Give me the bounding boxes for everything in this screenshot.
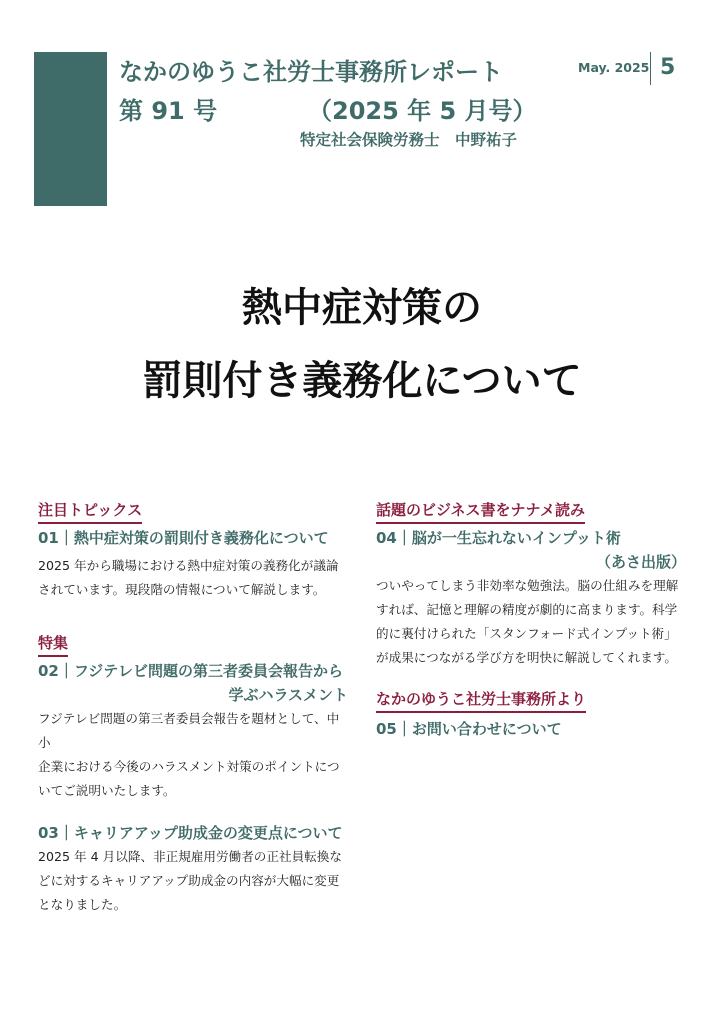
issue-month: May. 2025: [578, 60, 650, 75]
header-divider: [650, 52, 651, 85]
section-heading: なかのゆうこ社労士事務所より: [376, 688, 586, 713]
desc-line: が成果につながる学び方を明快に解説してくれます。: [376, 650, 677, 665]
header-color-block: [34, 52, 107, 206]
article-publisher: （あさ出版）: [595, 553, 686, 571]
section-office: [376, 688, 686, 741]
article-desc-01: [38, 554, 358, 602]
desc-line: となりました。: [38, 897, 127, 912]
section-feature: [38, 632, 348, 803]
desc-line: すれば、記憶と理解の精度が劇的に高まります。科学: [376, 602, 678, 617]
article-title-03[interactable]: 03｜キャリアアップ助成金の変更点について: [38, 824, 343, 842]
section-subsidy: [38, 821, 358, 917]
article-title-02[interactable]: 02｜フジテレビ問題の第三者委員会報告から: [38, 662, 343, 680]
author-name: 特定社会保険労務士 中野祐子: [300, 131, 518, 149]
article-desc-03: [38, 845, 358, 917]
report-title: なかのゆうこ社労士事務所レポート: [119, 58, 503, 86]
desc-line: ついやってしまう非効率な勉強法。脳の仕組みを理解: [376, 578, 679, 593]
article-title-04[interactable]: 04｜脳が一生忘れないインプット術: [376, 529, 621, 547]
issue-date: （2025 年 5 月号）: [308, 97, 537, 125]
desc-line: されています。現段階の情報について解説します。: [38, 582, 326, 597]
article-title-01[interactable]: 01｜熱中症対策の罰則付き義務化について: [38, 529, 329, 547]
desc-line: どに対するキャリアアップ助成金の内容が大幅に変更: [38, 873, 340, 888]
article-desc-02: [38, 707, 348, 803]
desc-line: 2025 年 4 月以降、非正規雇用労働者の正社員転換な: [38, 849, 342, 864]
section-heading: 注目トピックス: [38, 499, 142, 524]
section-topics: [38, 499, 358, 602]
issue-number: 第 91 号: [119, 97, 218, 125]
section-heading: 特集: [38, 632, 68, 657]
page-number: 5: [660, 55, 676, 80]
desc-line: 企業における今後のハラスメント対策のポイントにつ: [38, 759, 340, 774]
desc-line: いてご説明いたします。: [38, 783, 176, 798]
section-heading: 話題のビジネス書をナナメ読み: [376, 499, 585, 524]
article-title-05[interactable]: 05｜お問い合わせについて: [376, 720, 562, 738]
desc-line: 2025 年から職場における熱中症対策の義務化が議論: [38, 558, 339, 573]
main-title-line-1: 熱中症対策の: [242, 285, 482, 331]
desc-line: 的に裏付けられた「スタンフォード式インプット術」: [376, 626, 677, 641]
section-business-books: [376, 499, 686, 670]
main-title-line-2: 罰則付き義務化について: [142, 358, 582, 404]
article-title-02-cont[interactable]: 学ぶハラスメント: [228, 686, 348, 704]
desc-line: フジテレビ問題の第三者委員会報告を題材として、中小: [38, 711, 340, 750]
article-desc-04: [376, 574, 686, 670]
